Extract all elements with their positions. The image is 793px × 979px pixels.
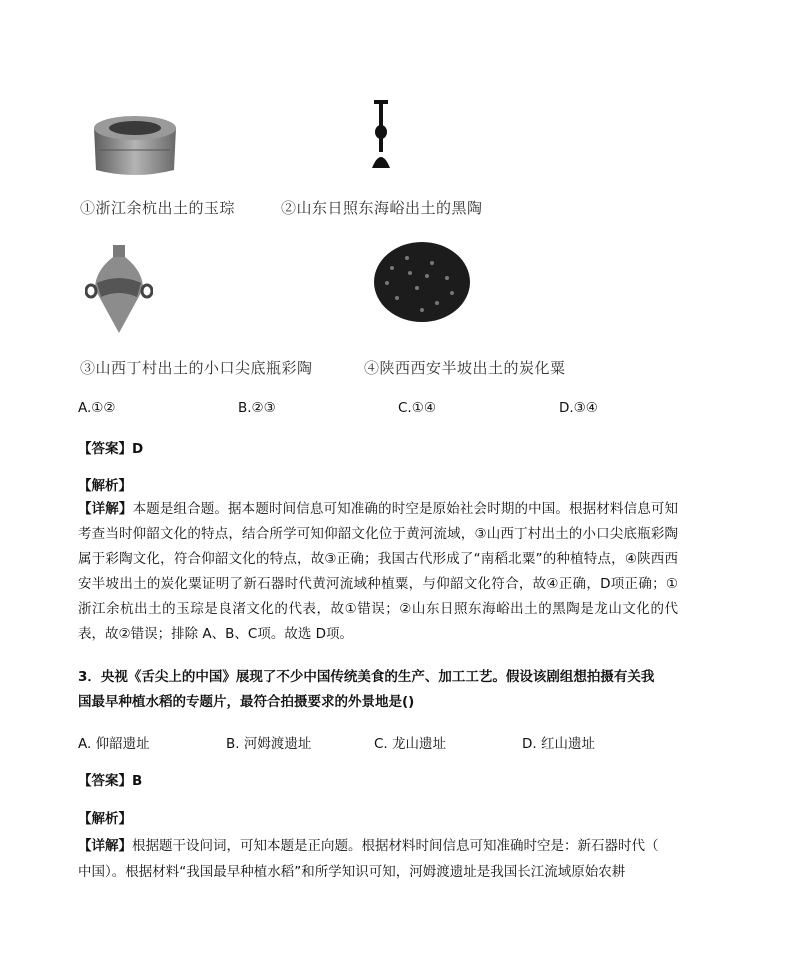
q3-question-line1: 3．央视《舌尖上的中国》展现了不少中国传统美食的生产、加工工艺。假设该剧组想拍摄有关我 xyxy=(78,669,655,685)
q3-detail-text-1: 根据题干设问词，可知本题是正向题。根据材料时间信息可知准确时空是：新石器时代（ xyxy=(132,838,659,854)
caption-painted-pottery: ③山西丁村出土的小口尖底瓶彩陶 xyxy=(80,359,313,377)
painted-pottery-bottle-image xyxy=(85,243,153,335)
carbonized-millet-image xyxy=(372,238,472,326)
q2-detail-text: 本题是组合题。据本题时间信息可知准确的时空是原始社会时期的中国。根据材料信息可知考查当时仰韶文化的特点，结合所学可知仰韶文化位于黄河流域，③山西丁村出土的小口尖底瓶彩陶属于彩陶文化，符合仰韶文化的特点，故③正确；我国古代形成了“南稻北粟”的种植特点，④陕西西安半坡出土的炭化粟证明了新石器时代黄河流域种植粟，与仰韶文化符合，故④正确，D项正确；①浙江余杭出土的玉琮是良渚文化的代表，故①错误；②山东日照东海峪出土的黑陶是龙山文化的代表，故②错误；排除 A、B、C项。故选 D项。 xyxy=(78,501,679,642)
q2-detail-paragraph xyxy=(78,497,678,647)
caption-black-pottery: ②山东日照东海峪出土的黑陶 xyxy=(281,199,483,217)
q3-option-b: B. 河姆渡遗址 xyxy=(226,736,312,752)
caption-carbonized-millet: ④陕西西安半坡出土的炭化粟 xyxy=(364,359,566,377)
q3-option-d: D. 红山遗址 xyxy=(522,736,595,752)
q3-answer: 【答案】B xyxy=(78,773,143,789)
jade-cong-image xyxy=(90,110,180,182)
q2-analysis-label: 【解析】 xyxy=(78,478,132,494)
q3-option-c: C. 龙山遗址 xyxy=(374,736,447,752)
q2-detail-label: 【详解】 xyxy=(78,501,133,517)
caption-jade-cong: ①浙江余杭出土的玉琮 xyxy=(80,199,236,217)
q3-option-a: A. 仰韶遗址 xyxy=(78,736,150,752)
q2-option-a: A.①② xyxy=(78,400,116,416)
q2-option-d: D.③④ xyxy=(559,400,598,416)
q3-detail-line1 xyxy=(78,834,659,854)
q3-question-line2: 国最早种植水稻的专题片，最符合拍摄要求的外景地是() xyxy=(78,694,415,710)
q3-detail-label: 【详解】 xyxy=(78,838,132,854)
q2-option-b: B.②③ xyxy=(238,400,276,416)
q3-detail-line2: 中国）。根据材料“我国最早种植水稻”和所学知识可知，河姆渡遗址是我国长江流域原始农耕 xyxy=(78,864,626,880)
q2-option-c: C.①④ xyxy=(398,400,436,416)
black-pottery-cup-image xyxy=(366,98,396,172)
q2-answer: 【答案】D xyxy=(78,441,144,457)
q3-analysis-label: 【解析】 xyxy=(78,811,132,827)
